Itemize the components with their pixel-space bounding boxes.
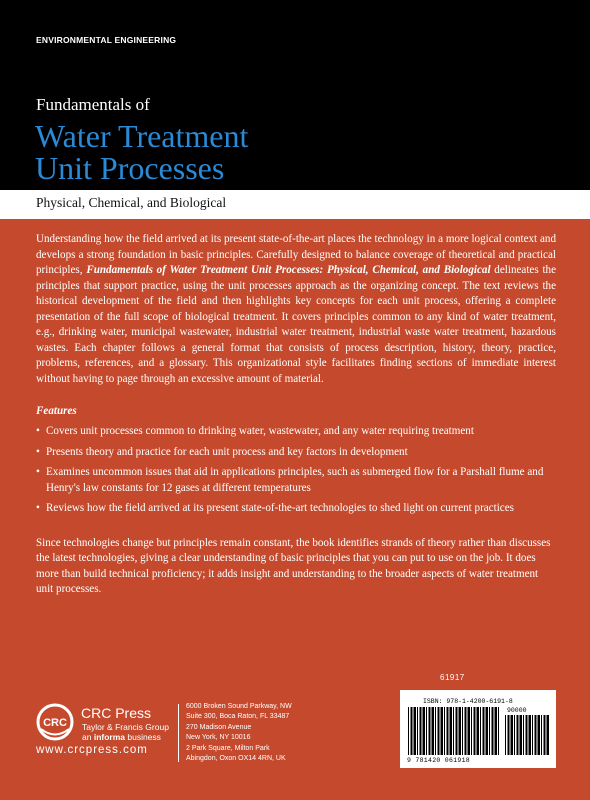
group-name: Taylor & Francis Group [82,722,169,732]
feature-item: • Presents theory and practice for each unit process and key factors in development [36,445,556,461]
publisher-addresses [186,702,292,763]
title-line-1: Water Treatment [35,118,249,154]
barcode-icon [408,707,500,755]
title-prefix: Fundamentals of [36,95,150,114]
description-book-title: Fundamentals of Water Treatment Unit Processes: Physical, Chemical, and Biological [86,264,491,277]
address-line: Abingdon, Oxon OX14 4RN, UK [186,754,286,762]
address-line: 6000 Broken Sound Parkway, NW [186,703,292,710]
feature-item: • Covers unit processes common to drinking water, wastewater, and any water requiring treatment [36,424,556,440]
divider [178,704,179,762]
features-list [36,424,556,517]
description-paragraph [36,232,556,387]
features-heading: Features [36,405,77,418]
price-barcode-icon [505,715,550,755]
address-line: Suite 300, Boca Raton, FL 33487 [186,712,290,720]
price-code: 90000 [507,707,527,714]
publisher-name: CRC Press [81,705,152,721]
series-label: ENVIRONMENTAL ENGINEERING [36,35,177,45]
title-line-2: Unit Processes [35,150,225,186]
body-text [36,232,556,598]
barcode-number: 9 781420 061918 [407,757,471,764]
subtitle: Physical, Chemical, and Biological [36,195,227,210]
publisher-group [82,722,169,742]
publisher-url[interactable]: www.crcpress.com [36,744,148,756]
crc-logo-text: CRC [43,717,67,729]
address-line: 270 Madison Avenue [186,724,252,731]
address-line: New York, NY 10016 [186,733,251,741]
informa-line: an informa business [82,732,161,742]
feature-item: • Reviews how the field arrived at its present state-of-the-art technologies to shed light on current practices [36,501,556,517]
crc-logo-icon [35,702,75,742]
catalog-code: 61917 [440,673,465,682]
address-line: 2 Park Square, Milton Park [186,745,270,752]
closing-paragraph: Since technologies change but principles remain constant, the book identifies strands of theory rather than discusses the latest technologies, giving a clear understanding of basic principles that you can put to use on the job. It does more than build technical proficiency; it adds insight and understanding to the broader aspects of water treatment unit processes. [36,536,551,596]
isbn-text: ISBN: 978-1-4200-6191-8 [423,698,513,705]
description-part-2: delineates the principles that support practice, using the unit processes approach as the organizing concept. The text reviews the historical development of the field and then highlights key concepts for each unit process, offering a complete presentation of the full scope of biological treatment. It covers principles common to any kind of water treatment, e.g., drinking water, municipal wastewater, industrial water treatment, industrial waste water treatment, hazardous wastes. Each chapter follows a general format that consists of process description, history, theory, practice, problems, references, and a glossary. This organizational style facilitates finding sections of immediate interest without having to page through an excessive amount of material. [36,264,556,385]
feature-item: • Examines uncommon issues that aid in applications principles, such as submerged flow for a Parshall flume and Henry's law constants for 12 gases at different temperatures [36,465,556,496]
description-part-1: Understanding how the field arrived at its present state-of-the-art places the technology in a more logical context and develops a strong foundation in basic principles. Carefully designed to balance coverage of theoretical and practical principles, [36,233,556,277]
